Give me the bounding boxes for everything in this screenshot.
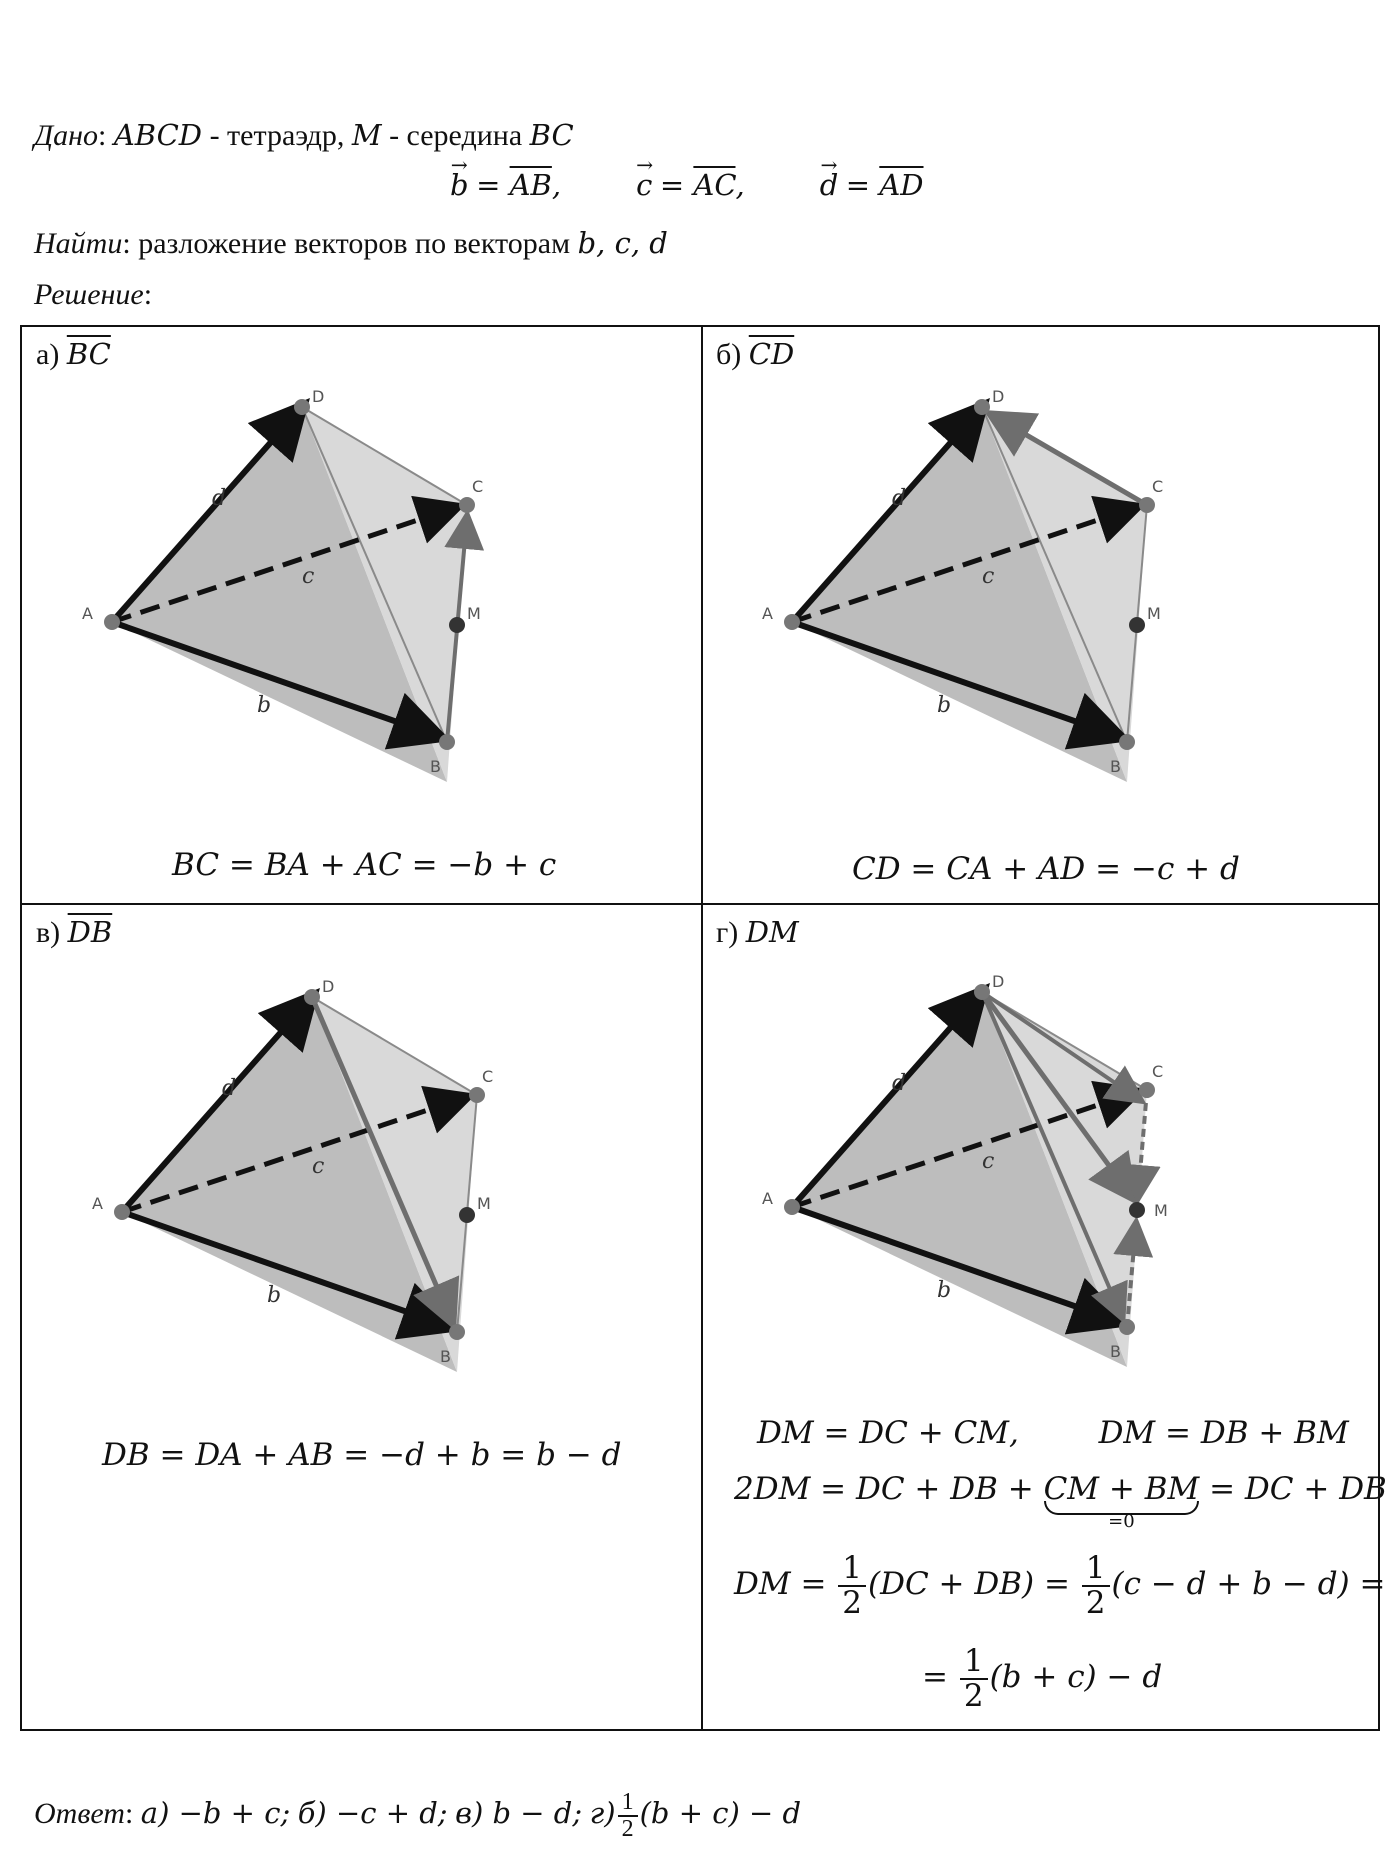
given-m: M — [351, 118, 382, 152]
formula-d-line2-left: 2DM = DC + DB + — [734, 1471, 1044, 1507]
cell-d-vec: DM — [745, 915, 799, 949]
solution-line: Решение: — [34, 278, 153, 311]
label-vec-b: b — [937, 1278, 952, 1303]
label-vec-c: c — [982, 1149, 995, 1174]
formula-d-line2-right: = DC + DB — [1199, 1471, 1387, 1507]
label-vec-c: c — [982, 564, 995, 589]
answer-a: а) −b + c; — [140, 1796, 291, 1831]
label-a: A — [82, 604, 93, 623]
formula-d-line3 — [734, 1552, 1385, 1619]
formula-d-line4-left: = — [922, 1659, 958, 1696]
answer-line: Ответ: а) −b + c; б) −c + d; в) b − d; г) $\frac{1}{2}$ (b + c) − d — [34, 1789, 802, 1843]
answer-b: б) −c + d; — [297, 1796, 448, 1831]
vertex-d — [974, 399, 990, 415]
formula-d-line4 — [922, 1645, 1162, 1712]
vertex-a — [784, 1199, 800, 1215]
label-vec-b: b — [937, 693, 952, 718]
vertex-m — [449, 617, 465, 633]
formula-d-line3-mid: (DC + DB) = — [868, 1566, 1080, 1603]
table-divider-horizontal — [22, 903, 1378, 905]
label-vec-d: d — [892, 1071, 907, 1096]
formula-d-line4-right: (b + c) − d — [989, 1659, 1163, 1696]
tetra-figure-d — [742, 972, 1202, 1372]
vertex-b — [1119, 734, 1135, 750]
def-d-rhs: $\overline{AD}$ — [879, 168, 924, 202]
label-m: M — [467, 604, 481, 623]
fraction-half-1: $\frac{1}{2}$ — [838, 1552, 866, 1619]
given-bc: BC — [529, 118, 574, 152]
def-b-lhs: → b — [450, 168, 469, 202]
cell-c-vec: $\overline{DB}$ — [67, 915, 113, 949]
vertex-b — [1119, 1319, 1135, 1335]
answer-d-rest: (b + c) − d — [639, 1796, 802, 1831]
label-a: A — [762, 1189, 773, 1208]
formula-d-line3-left: DM = — [734, 1566, 837, 1603]
solution-label: Решение — [34, 278, 144, 311]
vertex-m — [1129, 1202, 1145, 1218]
given-label: Дано — [34, 119, 98, 152]
label-vec-c: c — [312, 1154, 325, 1179]
formula-d-line1a: DM = DC + CM, — [757, 1415, 1019, 1451]
given-text-mid: - тетраэдр, — [202, 119, 352, 152]
solution-table — [20, 325, 1387, 1731]
vertex-a — [784, 614, 800, 630]
formula-a: BC = BA + AC = −b + c — [172, 847, 557, 883]
formula-c: DB = DA + AB = −d + b = b − d — [102, 1437, 622, 1473]
def-c-lhs: → c — [636, 168, 652, 202]
find-label: Найти — [34, 227, 123, 260]
cell-b-vec: $\overline{CD}$ — [748, 337, 795, 371]
vertex-c — [1139, 1082, 1155, 1098]
vertex-c — [459, 497, 475, 513]
label-b: B — [430, 757, 441, 776]
vertex-b — [439, 734, 455, 750]
fraction-half-2: $\frac{1}{2}$ — [1082, 1552, 1110, 1619]
answer-d-prefix: г) — [589, 1796, 616, 1831]
cell-c-label: в) $\overline{DB}$ — [36, 915, 113, 949]
label-b: B — [1110, 757, 1121, 776]
vertex-d — [294, 399, 310, 415]
label-d: D — [322, 977, 335, 996]
formula-d-line2-brace: CM + BM — [1043, 1471, 1200, 1507]
formula-d-line2 — [734, 1471, 1387, 1532]
tetra-figure-a — [62, 387, 522, 787]
label-vec-b: b — [267, 1283, 282, 1308]
label-m: M — [1154, 1201, 1168, 1220]
cell-d-label: г) DM — [716, 915, 799, 949]
label-d: D — [312, 387, 325, 406]
answer-c: в) b − d; — [455, 1796, 583, 1831]
cell-a-label: а) $\overline{BC}$ — [36, 337, 111, 371]
label-vec-b: b — [257, 693, 272, 718]
label-vec-d: d — [222, 1076, 237, 1101]
vertex-b — [449, 1324, 465, 1340]
label-d: D — [992, 972, 1005, 991]
find-vectors: b, c, d — [577, 226, 668, 260]
vertex-m — [459, 1207, 475, 1223]
tetra-figure-b — [742, 387, 1202, 787]
label-a: A — [762, 604, 773, 623]
formula-d-line1b: DM = DB + BM — [1098, 1415, 1349, 1451]
formula-d-line1 — [757, 1415, 1349, 1451]
given-text-after: - середина — [381, 119, 530, 152]
label-a: A — [92, 1194, 103, 1213]
answer-label: Ответ — [34, 1797, 125, 1831]
vertex-d — [304, 989, 320, 1005]
find-text: разложение векторов по векторам — [138, 227, 578, 260]
label-c: C — [1152, 1062, 1164, 1081]
formula-d-line3-right: (c − d + b − d) = — [1111, 1566, 1386, 1603]
given-line: Дано: ABCD - тетраэдр, M - середина BC — [34, 118, 574, 152]
answer-fraction: $\frac{1}{2}$ — [618, 1790, 638, 1842]
formula-b: CD = CA + AD = −c + d — [852, 851, 1240, 887]
vertex-c — [1139, 497, 1155, 513]
label-c: C — [1152, 477, 1164, 496]
label-m: M — [477, 1194, 491, 1213]
label-d: D — [992, 387, 1005, 406]
vertex-d — [974, 984, 990, 1000]
underbrace-label: =0 — [1108, 1511, 1135, 1532]
label-c: C — [482, 1067, 494, 1086]
given-tetra: ABCD — [113, 118, 203, 152]
def-c-rhs: $\overline{AC}$ — [693, 168, 736, 202]
tetra-figure-c — [72, 977, 532, 1377]
fraction-half-3: $\frac{1}{2}$ — [960, 1645, 988, 1712]
label-b: B — [1110, 1342, 1121, 1361]
definitions-line: → $b = \overline{AB}$, → $c = \overline{AC}$, → $d = \overline{AD}$ — [450, 168, 924, 203]
underbrace — [1043, 1471, 1200, 1532]
label-b: B — [440, 1347, 451, 1366]
label-vec-c: c — [302, 564, 315, 589]
def-b-rhs: $\overline{AB}$ — [509, 168, 552, 202]
label-vec-d: d — [892, 486, 907, 511]
find-line: Найти: разложение векторов по векторам b, c, d — [34, 226, 668, 260]
label-vec-d: d — [212, 486, 227, 511]
def-d-lhs: → d — [820, 168, 839, 202]
vertex-c — [469, 1087, 485, 1103]
vertex-m — [1129, 617, 1145, 633]
cell-a-vec: $\overline{BC}$ — [66, 337, 111, 371]
label-m: M — [1147, 604, 1161, 623]
table-divider-vertical — [701, 327, 703, 1729]
cell-b-label: б) $\overline{CD}$ — [716, 337, 795, 371]
label-c: C — [472, 477, 484, 496]
vertex-a — [104, 614, 120, 630]
vertex-a — [114, 1204, 130, 1220]
